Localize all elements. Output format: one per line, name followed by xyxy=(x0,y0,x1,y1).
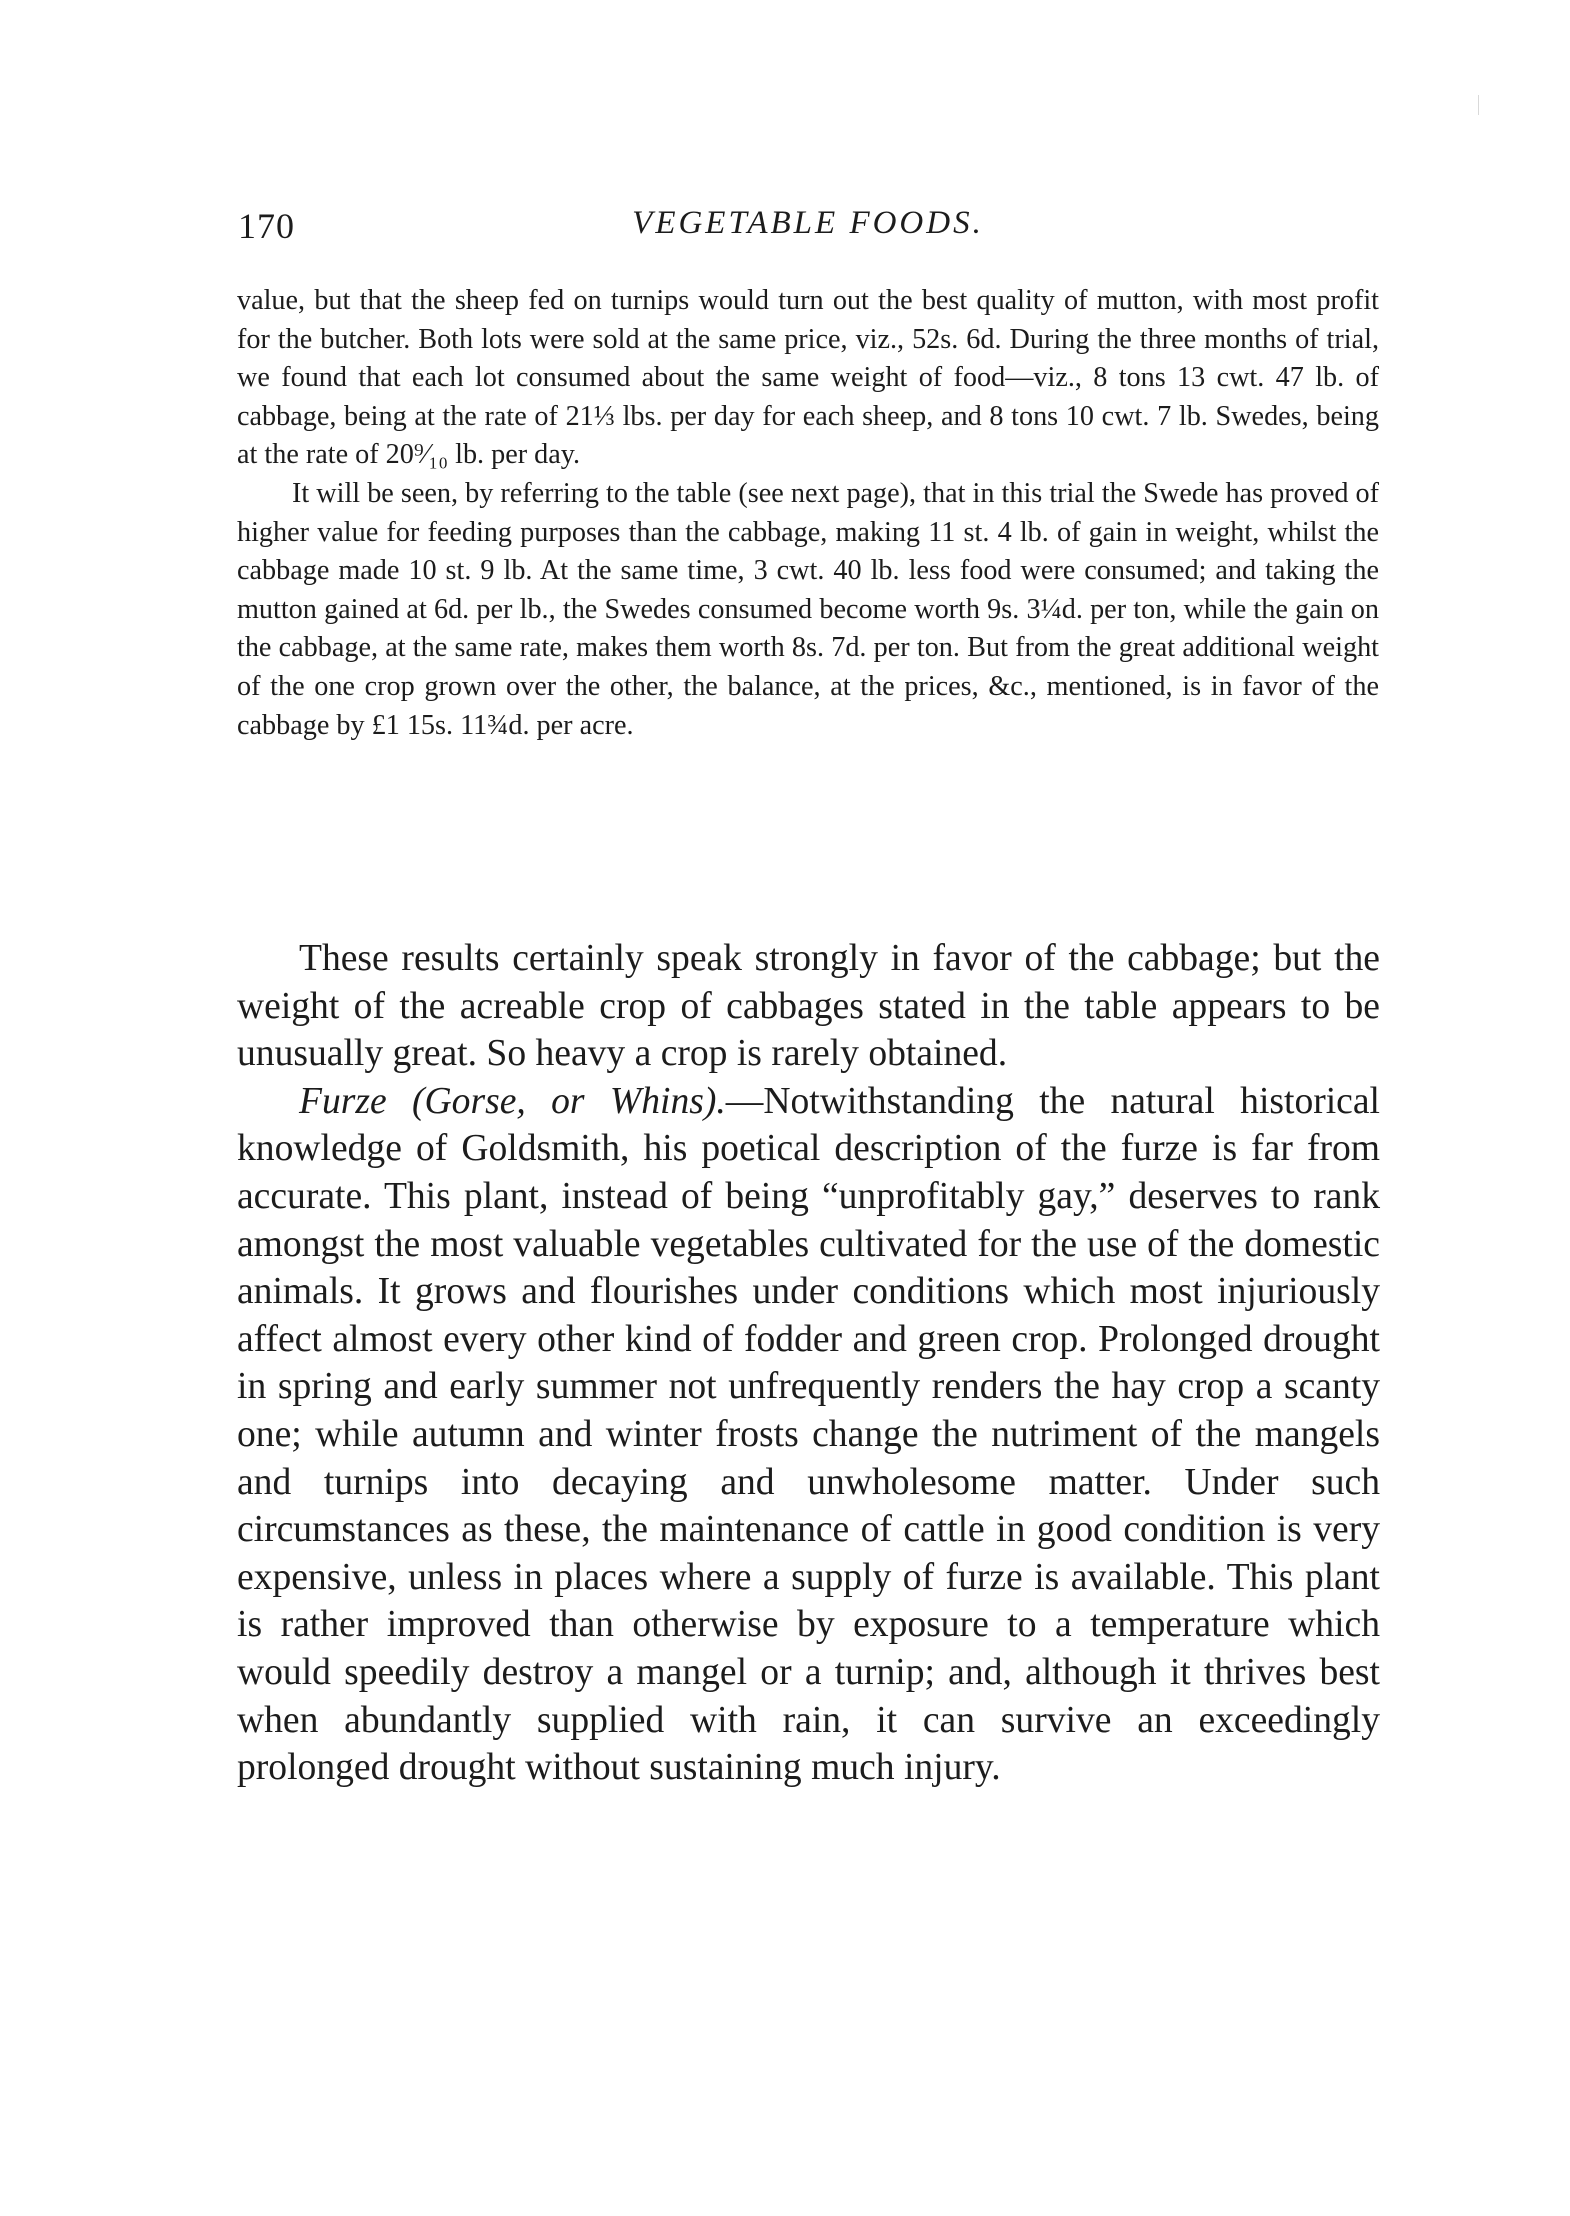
scan-artifact xyxy=(1478,95,1479,115)
main-text-block xyxy=(237,935,1380,1792)
small-print-block xyxy=(237,282,1379,745)
furze-body: —Notwithstanding the natural historical knowledge of Goldsmith, his poetical description of the furze is far from accurate. This plant, instead of being “unprofitably gay,” deserves to rank amongst the most valuable vegetables cultivated for the use of the domestic animals. It grows and flourishes under conditions which most injuriously affect almost every other kind of fodder and green crop. Prolonged drought in spring and early summer not unfrequently renders the hay crop a scanty one; while autumn and winter frosts change the nutriment of the mangels and turnips into decaying and unwholesome matter. Under such circumstances as these, the maintenance of cattle in good condition is very expensive, unless in places where a supply of furze is available. This plant is rather improved than otherwise by exposure to a temperature which would speedily destroy a mangel or a turnip; and, although it thrives best when abundantly supplied with rain, it can survive an exceedingly prolonged drought without sustaining much injury. xyxy=(237,1080,1380,1789)
page-number: 170 xyxy=(238,206,295,246)
furze-heading-synonyms: (Gorse, or Whins). xyxy=(412,1080,726,1122)
small-paragraph-swede-comparison: It will be seen, by referring to the table (see next page), that in this trial the Swede has proved of higher value for feeding purposes than the cabbage, making 11 st. 4 lb. of gain in weight, whilst the cabbage made 10 st. 9 lb. At the same time, 3 cwt. 40 lb. less food were consumed; and taking the mutton gained at 6d. per lb., the Swedes consumed become worth 9s. 3¼d. per ton, while the gain on the cabbage, at the same rate, makes them worth 8s. 7d. per ton. But from the great additional weight of the one crop grown over the other, the balance, at the prices, &c., mentioned, is in favor of the cabbage by £1 15s. 11¾d. per acre. xyxy=(237,477,1379,741)
furze-heading: Furze xyxy=(299,1080,387,1122)
page-header xyxy=(238,205,1378,245)
paragraph-furze xyxy=(237,1078,1380,1792)
running-title: VEGETABLE FOODS. xyxy=(632,205,984,241)
paragraph-results: These results certainly speak strongly in favor of the cabbage; but the weight of the acreable crop of cabbages stated in the table appears to be unusually great. So heavy a crop is rarely obtained. xyxy=(237,938,1380,1075)
small-paragraph-continued: value, but that the sheep fed on turnips would turn out the best quality of mutton, with most profit for the butcher. Both lots were sold at the same price, viz., 52s. 6d. During the three months of trial, we found that each lot consumed about the same weight of food—viz., 8 tons 13 cwt. 47 lb. of cabbage, being at the rate of 21⅓ lbs. per day for each sheep, and 8 tons 10 cwt. 7 lb. Swedes, being at the rate of 20⁹⁄₁₀ lb. per day. xyxy=(237,285,1379,471)
